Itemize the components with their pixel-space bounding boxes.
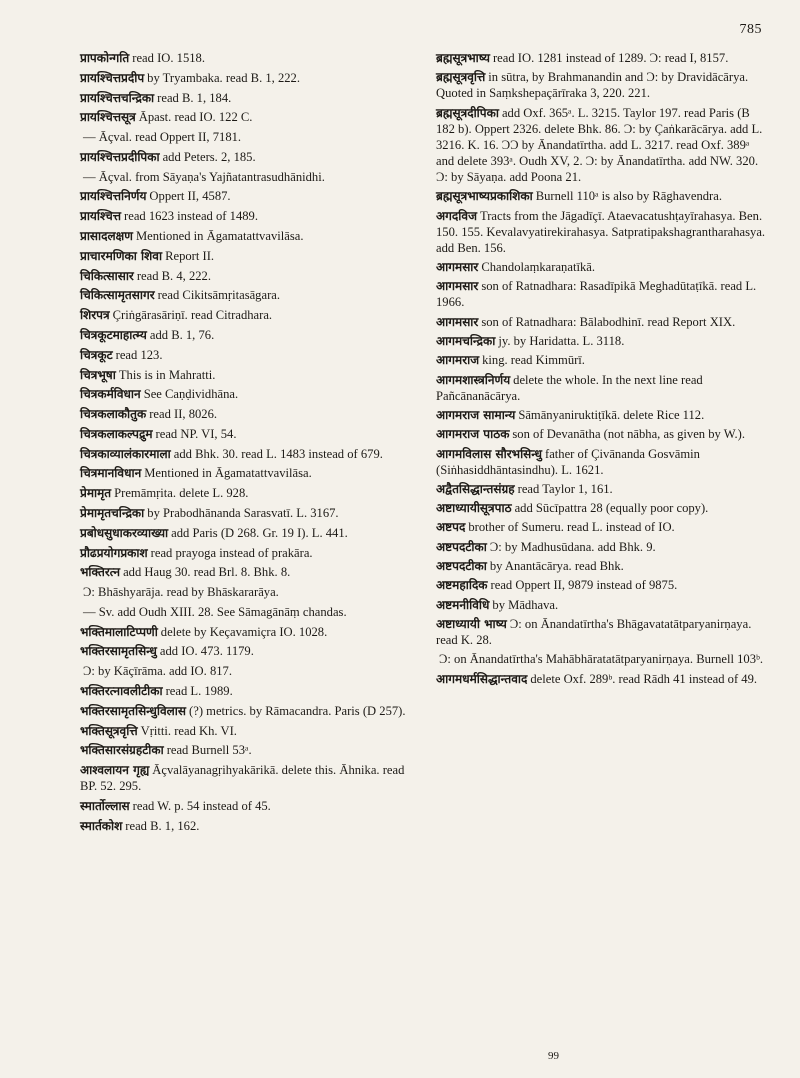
entry-headword: आगमसार bbox=[436, 260, 479, 275]
entry-headword: चिकित्सासार bbox=[80, 268, 134, 283]
entry bbox=[80, 818, 410, 834]
entry bbox=[80, 307, 410, 323]
entry-text: son of Devanātha (not nābha, as given by W.). bbox=[512, 427, 745, 442]
entry-headword: ब्रह्मसूत्रभाष्य bbox=[436, 51, 490, 65]
entry bbox=[80, 742, 410, 758]
entry bbox=[80, 723, 410, 739]
entry-text: Ɔ: on Ānandatīrtha's Bhāgavatatātparyanirṇaya. read K. 28. bbox=[436, 616, 752, 647]
entry-text: Oppert II, 4587. bbox=[149, 189, 231, 204]
entry-headword: स्मार्तोल्लास bbox=[80, 799, 130, 813]
entry-text: brother of Sumeru. read L. instead of IO. bbox=[468, 520, 675, 535]
entry-text: king. read Kimmūrī. bbox=[482, 353, 585, 368]
entry bbox=[436, 597, 766, 613]
entry bbox=[436, 539, 766, 555]
entries-columns bbox=[80, 50, 766, 838]
entry-headword: भक्तिरत्न bbox=[80, 565, 121, 580]
entry bbox=[436, 188, 766, 204]
entry-headword: भक्तिरसामृतसिन्धुविलास bbox=[80, 703, 187, 718]
entry-headword: प्रासादलक्षण bbox=[80, 229, 133, 244]
entry bbox=[80, 129, 410, 145]
entry bbox=[80, 90, 410, 106]
entry bbox=[80, 70, 410, 86]
entry-text: Ɔ: by Madhusūdana. add Bhk. 9. bbox=[489, 539, 656, 554]
entry-headword: चिकित्सामृतसागर bbox=[80, 288, 155, 303]
entry-headword: प्रबोधसुधाकरव्याख्या bbox=[80, 525, 169, 540]
entry bbox=[436, 333, 766, 349]
entry-text: read Cikitsāmṛitasāgara. bbox=[157, 288, 280, 303]
entry-text: Report II. bbox=[165, 248, 215, 263]
entry bbox=[436, 352, 766, 368]
entry bbox=[80, 327, 410, 343]
entry bbox=[436, 314, 766, 330]
entry bbox=[80, 643, 410, 659]
entry bbox=[80, 386, 410, 402]
entry-text: Mentioned in Āgamatattvavilāsa. bbox=[144, 466, 312, 481]
entry bbox=[436, 259, 766, 275]
entry-text: by Mādhava. bbox=[492, 597, 559, 612]
entry bbox=[436, 372, 766, 404]
entry-text: in sūtra, by Brahmanandin and Ɔ: by Dravidācārya. Quoted in Saṃkshepaçārīraka 3, 220. 221. bbox=[436, 70, 749, 101]
entry-headword: प्राचारमणिका शिवा bbox=[80, 248, 163, 263]
entry-headword: चित्रभूषा bbox=[80, 367, 116, 382]
entry-text: read L. 1989. bbox=[165, 684, 233, 698]
entry-text: — Āçval. from Sāyaṇa's Yajñatantrasudhānidhi. bbox=[83, 169, 325, 184]
entry-headword: प्रेमामृतचन्द्रिका bbox=[80, 505, 145, 520]
entry-headword: प्रायश्चित्त bbox=[80, 209, 122, 224]
entry-text: — Āçval. read Oppert II, 7181. bbox=[83, 130, 242, 145]
entry bbox=[80, 426, 410, 442]
entry bbox=[436, 651, 766, 667]
footer-number: 99 bbox=[548, 1050, 559, 1062]
entry bbox=[436, 519, 766, 535]
entry-headword: आश्वलायन गृह्य bbox=[80, 763, 150, 778]
entry-headword: आगमसार bbox=[436, 279, 479, 294]
entry bbox=[436, 558, 766, 574]
entry-headword: प्रायश्चित्तचन्द्रिका bbox=[80, 90, 155, 105]
entry-headword: आगमशास्त्रनिर्णय bbox=[436, 372, 511, 387]
entry-headword: ब्रह्मसूत्रवृत्ति bbox=[436, 70, 486, 85]
entry bbox=[80, 762, 410, 794]
entry-text: jy. by Haridatta. L. 3118. bbox=[498, 334, 625, 348]
entry-headword: अद्वैतसिद्धान्तसंग्रह bbox=[436, 481, 515, 496]
entry bbox=[80, 465, 410, 481]
entry-text: read II, 8026. bbox=[149, 407, 218, 422]
entry-text: add Bhk. 30. read L. 1483 instead of 679. bbox=[173, 446, 383, 461]
entry-text: read IO. 1518. bbox=[132, 51, 205, 65]
entry-headword: भक्तिसूत्रवृत्ति bbox=[80, 723, 138, 738]
entry-text: read NP. VI, 54. bbox=[155, 426, 237, 441]
entry-headword: अष्टाध्यायी भाष्य bbox=[436, 616, 507, 631]
entry-headword: अष्टपद bbox=[436, 520, 466, 535]
entry-headword: अष्टमनीविधि bbox=[436, 597, 490, 612]
entry-text: add Oxf. 365ᵃ. L. 3215. Taylor 197. read Paris (B 182 b). Oppert 2326. delete Bhk. 86. Ɔ: by Çaṅkarācārya. add L. 3216. K. 16. ƆƆ by Ānandatīrtha. add L. 3217. read Oxf. 389ᵃ and delete 393ᵃ. Oudh XV, 2. Ɔ: by Ānandatīrtha. add NW. 320. Ɔ: by Sāyaṇa. add Poona 21. bbox=[436, 105, 763, 185]
entry-headword: चित्रकूटमाहात्म्य bbox=[80, 327, 147, 342]
entry-text: son of Ratnadhara: Bālabodhinī. read Report XIX. bbox=[481, 314, 736, 329]
entry-text: read IO. 1281 instead of 1289. Ɔ: read I, 8157. bbox=[492, 51, 729, 65]
entry-text: Mentioned in Āgamatattvavilāsa. bbox=[135, 229, 304, 244]
entry-headword: आगमसार bbox=[436, 314, 479, 329]
entry bbox=[80, 663, 410, 679]
entry bbox=[436, 577, 766, 593]
left-column bbox=[80, 50, 410, 838]
entry bbox=[80, 109, 410, 125]
entry bbox=[80, 624, 410, 640]
entry-text: by Anantācārya. read Bhk. bbox=[489, 559, 624, 573]
entry-headword: चित्रकलाकौतुक bbox=[80, 407, 147, 422]
entry-text: Vṛitti. read Kh. VI. bbox=[140, 723, 237, 738]
entry bbox=[80, 545, 410, 561]
entry-text: read Taylor 1, 161. bbox=[517, 481, 613, 496]
entry bbox=[80, 446, 410, 462]
entry-text: add IO. 473. 1179. bbox=[159, 644, 254, 659]
entry-headword: प्रायश्चित्तप्रदीप bbox=[80, 70, 145, 85]
entry-text: add Paris (D 268. Gr. 19 I). L. 441. bbox=[171, 525, 348, 540]
entry bbox=[80, 149, 410, 165]
entry bbox=[80, 798, 410, 814]
entry-headword: प्रौढप्रयोगप्रकाश bbox=[80, 545, 148, 560]
entry bbox=[436, 105, 766, 185]
entry bbox=[80, 50, 410, 66]
entry-text: son of Ratnadhara: Rasadīpikā Meghadūtaṭīkā. read L. 1966. bbox=[436, 279, 757, 310]
entry-headword: आगमचन्द्रिका bbox=[436, 334, 496, 348]
entry-text: read W. p. 54 instead of 45. bbox=[132, 799, 271, 813]
entry-headword: अष्टमहादिक bbox=[436, 578, 488, 593]
entry-headword: भक्तिसारसंग्रहटीका bbox=[80, 743, 164, 758]
entry-text: read B. 1, 162. bbox=[125, 818, 200, 833]
entry bbox=[436, 208, 766, 256]
entry-headword: चित्रकलाकल्पद्रुम bbox=[80, 426, 153, 441]
entry-text: by Prabodhānanda Sarasvatī. L. 3167. bbox=[147, 505, 339, 520]
entry-headword: भक्तिरत्नावलीटीका bbox=[80, 684, 163, 698]
entry-text: delete the whole. In the next line read Pañcānanācārya. bbox=[436, 372, 703, 403]
entry bbox=[436, 446, 766, 478]
entry-headword: अष्टाध्यायीसूत्रपाठ bbox=[436, 501, 512, 516]
entry-text: by Tryambaka. read B. 1, 222. bbox=[147, 70, 300, 85]
entry-headword: चित्रकूट bbox=[80, 347, 113, 362]
entry-text: read prayoga instead of prakāra. bbox=[150, 545, 313, 560]
entry-text: read 123. bbox=[115, 347, 163, 362]
entry-headword: भक्तिमालाटिप्पणी bbox=[80, 624, 158, 639]
entry bbox=[80, 683, 410, 699]
entry-headword: चित्रकर्मविधान bbox=[80, 387, 141, 402]
entry-headword: स्मार्तकोश bbox=[80, 818, 123, 833]
entry bbox=[436, 50, 766, 66]
entry bbox=[80, 208, 410, 224]
right-column bbox=[436, 50, 766, 838]
entry bbox=[80, 287, 410, 303]
entry bbox=[436, 500, 766, 516]
entry-text: Sāmānyaniruktiṭīkā. delete Rice 112. bbox=[518, 407, 705, 422]
entry-headword: आगमधर्मसिद्धान्तवाद bbox=[436, 671, 528, 686]
entry-text: Ɔ: by Kāçīrāma. add IO. 817. bbox=[83, 664, 232, 679]
entry bbox=[80, 367, 410, 383]
entry bbox=[80, 703, 410, 719]
entry-headword: अगदविज bbox=[436, 208, 477, 223]
entry-text: Ɔ: Bhāshyarāja. read by Bhāskararāya. bbox=[83, 585, 279, 600]
entry bbox=[436, 426, 766, 442]
entry-text: — Sv. add Oudh XIII. 28. See Sāmagānāṃ chandas. bbox=[83, 604, 347, 619]
entry-headword: आगमराज bbox=[436, 353, 480, 368]
entry-text: Āpast. read IO. 122 C. bbox=[138, 110, 253, 125]
entry-text: add Sūcīpattra 28 (equally poor copy). bbox=[514, 501, 709, 516]
entry-text: read B. 1, 184. bbox=[157, 90, 232, 105]
entry bbox=[80, 485, 410, 501]
entry-headword: प्रेमामृत bbox=[80, 486, 112, 501]
entry bbox=[80, 347, 410, 363]
entry-text: read 1623 instead of 1489. bbox=[124, 209, 258, 224]
entry-text: father of Çivānanda Gosvāmin (Siṅhasiddhāntasindhu). L. 1621. bbox=[436, 446, 700, 477]
entry-headword: चित्रकाव्यालंकारमाला bbox=[80, 446, 171, 461]
entry-text: read B. 4, 222. bbox=[136, 268, 211, 283]
entry-headword: ब्रह्मसूत्रदीपिका bbox=[436, 105, 499, 120]
entry-text: Çriṅgārasāriṇī. read Citradhara. bbox=[112, 308, 273, 323]
entry-headword: शिरपत्र bbox=[80, 308, 110, 323]
entry-headword: प्रायश्चित्तनिर्णय bbox=[80, 189, 147, 204]
entry bbox=[80, 188, 410, 204]
entry-text: Premāmṛita. delete L. 928. bbox=[114, 486, 249, 501]
entry bbox=[436, 407, 766, 423]
entry bbox=[80, 268, 410, 284]
entry bbox=[80, 525, 410, 541]
entry-text: See Caṇḍividhāna. bbox=[143, 387, 239, 402]
entry-text: read Burnell 53ᵃ. bbox=[166, 743, 252, 758]
page-number: 785 bbox=[739, 22, 762, 37]
entry bbox=[80, 228, 410, 244]
entry-headword: अष्टपदटीका bbox=[436, 539, 487, 554]
entry-text: Chandolaṃkaraṇatīkā. bbox=[481, 260, 595, 275]
entry-text: add B. 1, 76. bbox=[149, 327, 215, 342]
entry-text: add Peters. 2, 185. bbox=[162, 149, 256, 164]
entry-headword: भक्तिरसामृतसिन्धु bbox=[80, 644, 157, 659]
entry-headword: आगमराज सामान्य bbox=[436, 407, 516, 422]
entry-headword: आगमराज पाठक bbox=[436, 427, 510, 442]
entry-headword: प्रायश्चित्तसूत्र bbox=[80, 110, 136, 125]
entry-headword: चित्रमानविधान bbox=[80, 466, 142, 481]
entry bbox=[436, 616, 766, 648]
entry-text: Ɔ: on Ānandatīrtha's Mahābhāratatātparyanirṇaya. Burnell 103ᵇ. bbox=[439, 652, 764, 667]
entry-headword: ब्रह्मसूत्रभाष्यप्रकाशिका bbox=[436, 189, 533, 204]
entry-text: add Haug 30. read Brl. 8. Bhk. 8. bbox=[123, 565, 291, 580]
entry bbox=[80, 248, 410, 264]
entry-text: Āçvalāyanagṛihyakārikā. delete this. Āhnika. read BP. 52. 295. bbox=[80, 763, 405, 794]
entry bbox=[436, 69, 766, 101]
entry bbox=[80, 169, 410, 185]
entry-text: delete by Keçavamiçra IO. 1028. bbox=[160, 624, 328, 639]
entry-headword: प्रापकोन्गति bbox=[80, 51, 130, 65]
entry-text: Tracts from the Jāgadīçī. Ataevacatushṭayīrahasya. Ben. 150. 155. Kevalavyatirekirahasya. Satpratipakshagrantharahasya. add Ben. 156. bbox=[436, 208, 766, 255]
entry bbox=[80, 505, 410, 521]
entry bbox=[80, 406, 410, 422]
entry-headword: आगमविलास सौरभसिन्धु bbox=[436, 446, 542, 461]
entry-headword: अष्टपदटीका bbox=[436, 559, 487, 573]
entry-text: read Oppert II, 9879 instead of 9875. bbox=[490, 578, 678, 593]
entry bbox=[436, 278, 766, 310]
entry-text: (?) metrics. by Rāmacandra. Paris (D 257). bbox=[189, 703, 406, 718]
entry bbox=[436, 481, 766, 497]
entry bbox=[80, 564, 410, 580]
entry-headword: प्रायश्चित्तप्रदीपिका bbox=[80, 149, 160, 164]
entry bbox=[80, 584, 410, 600]
entry-text: This is in Mahratti. bbox=[118, 367, 216, 382]
entry-text: Burnell 110ᵃ is also by Rāghavendra. bbox=[535, 189, 722, 204]
entry bbox=[80, 604, 410, 620]
entry bbox=[436, 671, 766, 687]
entry-text: delete Oxf. 289ᵇ. read Rādh 41 instead of 49. bbox=[530, 671, 758, 686]
